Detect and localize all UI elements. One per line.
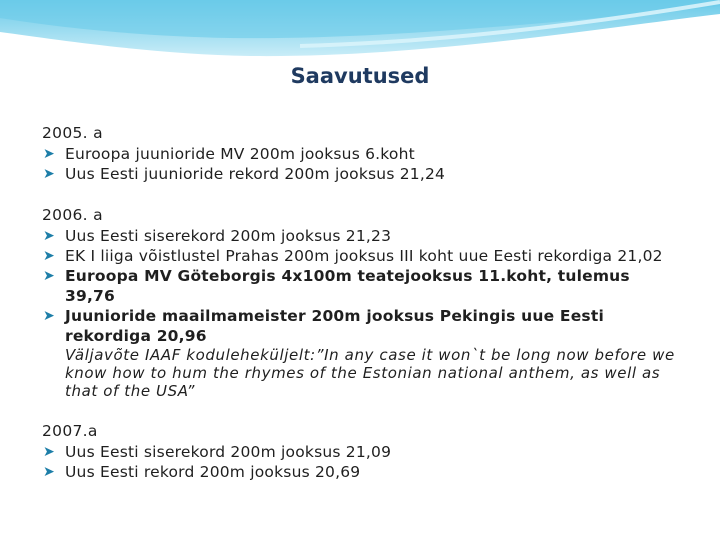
arrow-bullet-icon: ➤ bbox=[43, 166, 55, 182]
year-heading-2007: 2007.a bbox=[42, 422, 98, 440]
arrow-bullet-icon: ➤ bbox=[43, 228, 55, 244]
iaaf-quote: Väljavõte IAAF koduleheküljelt:”In any case it won`t be long now before we know how to hum the rhymes of the Estonian national anthem, as well as that of the USA” bbox=[65, 346, 675, 400]
page-title: Saavutused bbox=[290, 64, 430, 88]
arrow-bullet-icon: ➤ bbox=[43, 248, 55, 264]
arrow-bullet-icon: ➤ bbox=[43, 268, 55, 284]
arrow-bullet-icon: ➤ bbox=[43, 444, 55, 460]
list-item: ➤ Uus Eesti rekord 200m jooksus 20,69 bbox=[43, 463, 361, 481]
list-item: ➤ EK I liiga võistlustel Prahas 200m jooksus III koht uue Eesti rekordiga 21,02 bbox=[43, 247, 663, 265]
list-item: ➤ Euroopa MV Göteborgis 4x100m teatejooksus 11.koht, tulemus 39,76 bbox=[43, 267, 630, 305]
year-heading-2006: 2006. a bbox=[42, 206, 103, 224]
arrow-bullet-icon: ➤ bbox=[43, 308, 55, 324]
list-item: ➤ Euroopa juunioride MV 200m jooksus 6.koht bbox=[43, 145, 415, 163]
achievements-list bbox=[42, 122, 682, 482]
list-item: ➤ Uus Eesti siserekord 200m jooksus 21,23 bbox=[43, 227, 392, 245]
year-heading-2005: 2005. a bbox=[42, 124, 103, 142]
list-item: ➤ Uus Eesti siserekord 200m jooksus 21,09 bbox=[43, 443, 392, 461]
list-item: ➤ Uus Eesti juunioride rekord 200m jooksus 21,24 bbox=[43, 165, 446, 183]
arrow-bullet-icon: ➤ bbox=[43, 464, 55, 480]
list-item: ➤ Juunioride maailmameister 200m jooksus Pekingis uue Eesti rekordiga 20,96 bbox=[43, 307, 604, 345]
arrow-bullet-icon: ➤ bbox=[43, 146, 55, 162]
